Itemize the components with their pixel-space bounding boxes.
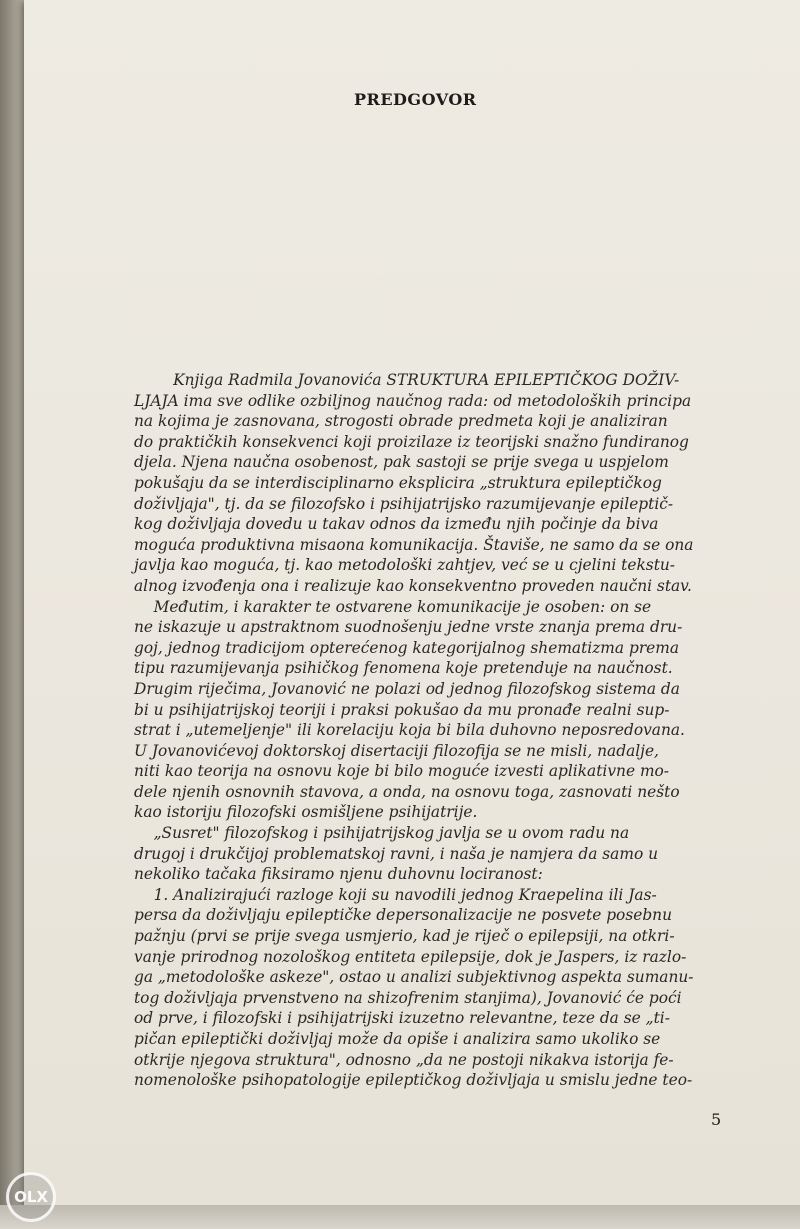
text-line: tog doživljaja prvenstveno na shizofrenim stanjima), Jovanović će poći — [134, 988, 682, 1007]
body-text — [134, 370, 734, 1091]
text-line: nomenološke psihopatologije epileptičkog doživljaja u smislu jedne teo- — [134, 1071, 693, 1090]
olx-watermark-logo: OLX — [6, 1172, 56, 1222]
text-line: vanje prirodnog nozološkog entiteta epilepsije, dok je Jaspers, iz razlo- — [134, 947, 687, 966]
text-line: niti kao teorija na osnovu koje bi bilo moguće izvesti aplikativne mo- — [134, 762, 670, 781]
text-line: persa da doživljaju epileptičke depersonalizacije ne posvete posebnu — [134, 906, 673, 925]
text-line: djela. Njena naučna osobenost, pak sastoji se prije svega u uspjelom — [134, 453, 669, 472]
text-line: U Jovanovićevoj doktorskoj disertaciji filozofija se ne misli, nadalje, — [134, 741, 659, 760]
text-line: pokušaju da se interdisciplinarno eksplicira „struktura epileptičkog — [134, 473, 662, 492]
page-number: 5 — [711, 1110, 722, 1129]
text-line: LJAJA ima sve odlike ozbiljnog naučnog rada: od metodoloških principa — [134, 391, 692, 410]
text-line: moguća produktivna misaona komunikacija. Štaviše, ne samo da se ona — [134, 535, 694, 554]
table-surface — [0, 1205, 800, 1229]
text-line: dele njenih osnovnih stavova, a onda, na osnovu toga, zasnovati nešto — [134, 782, 680, 801]
text-line: Knjiga Radmila Jovanovića STRUKTURA EPILEPTIČKOG DOŽIV- — [134, 371, 680, 389]
text-line: goj, jednog tradicijom opterećenog kategorijalnog shematizma prema — [134, 638, 680, 657]
text-line: nekoliko tačaka fiksiramo njenu duhovnu lociranost: — [134, 865, 543, 884]
text-line: pažnju (prvi se prije svega usmjerio, kad je riječ o epilepsiji, na otkri- — [134, 927, 675, 946]
text-line: pičan epileptički doživljaj može da opiše i analizira samo ukoliko se — [134, 1030, 661, 1048]
text-line: kao istoriju filozofski osmišljene psihijatrije. — [134, 803, 478, 822]
text-line: do praktičkih konsekvenci koji proizilaze iz teorijski snažno fundiranog — [134, 432, 689, 451]
text-line: doživljaja", tj. da se filozofsko i psihijatrijsko razumijevanje epileptič- — [134, 494, 674, 513]
text-line: Drugim riječima, Jovanović ne polazi od jednog filozofskog sistema da — [134, 679, 680, 698]
text-line: Međutim, i karakter te ostvarene komunikacije je osoben: on se — [134, 597, 652, 616]
text-line: drugoj i drukčijoj problematskoj ravni, i naša je namjera da samo u — [134, 844, 659, 863]
text-line: tipu razumijevanja psihičkog fenomena koje pretenduje na naučnost. — [134, 659, 673, 678]
text-line: kog doživljaja dovedu u takav odnos da između njih počinje da biva — [134, 515, 659, 534]
text-line: javlja kao moguća, tj. kao metodološki zahtjev, već se u cjelini tekstu- — [134, 556, 675, 575]
page-title: PREDGOVOR — [354, 90, 477, 109]
text-line: na kojima je zasnovana, strogosti obrade predmeta koji je analiziran — [134, 412, 668, 431]
text-line: bi u psihijatrijskoj teoriji i praksi pokušao da mu pronađe realni sup- — [134, 700, 670, 719]
text-line: strat i „utemeljenje" ili korelaciju koja bi bila duhovno neposredovana. — [134, 721, 685, 740]
text-line: „Susret" filozofskog i psihijatrijskog javlja se u ovom radu na — [134, 824, 630, 843]
text-line: alnog izvođenja ona i realizuje kao konsekventno proveden naučni stav. — [134, 576, 692, 595]
text-line: od prve, i filozofski i psihijatrijski izuzetno relevantne, teze da se „ti- — [134, 1009, 670, 1028]
text-line: otkrije njegova struktura", odnosno „da ne postoji nikakva istorija fe- — [134, 1050, 674, 1069]
text-line: ne iskazuje u apstraktnom suodnošenju jedne vrste znanja prema dru- — [134, 618, 683, 637]
text-line: 1. Analizirajući razloge koji su navodili jednog Kraepelina ili Jas- — [134, 885, 657, 904]
book-page — [24, 0, 800, 1210]
text-line: ga „metodološke askeze", ostao u analizi subjektivnog aspekta sumanu- — [134, 968, 694, 987]
